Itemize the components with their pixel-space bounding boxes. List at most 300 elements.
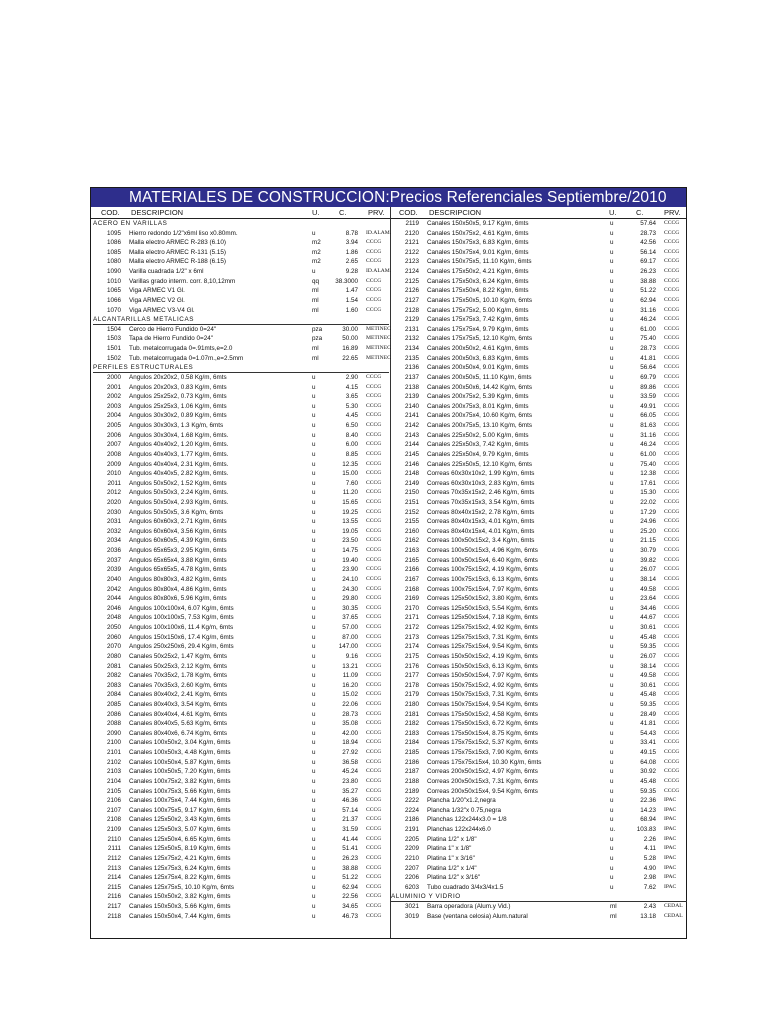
row-unit: u [312, 575, 316, 583]
table-row [389, 402, 686, 412]
table-row [91, 613, 388, 623]
row-provider: IPAC [664, 883, 677, 890]
row-price: 26.07 [640, 652, 656, 660]
row-unit: u [610, 604, 614, 612]
row-description: Platina 1" x 1/8" [427, 845, 472, 853]
row-provider: CCCG [664, 508, 680, 515]
row-price: 13.21 [342, 662, 358, 670]
row-provider: CEDAL [664, 903, 683, 910]
row-price: 38.88 [640, 277, 656, 285]
row-price: 8.40 [345, 431, 358, 439]
table-row [91, 431, 388, 441]
row-description: Correas 175x50x15x2, 4.58 Kg/m, 6mts [427, 710, 538, 718]
row-code: 2117 [107, 903, 121, 911]
row-price: 24.30 [342, 585, 358, 593]
row-price: 19.25 [342, 508, 358, 516]
row-unit: u [312, 883, 316, 891]
table-row [91, 508, 388, 518]
row-unit: u [312, 431, 316, 439]
row-unit: u [610, 681, 614, 689]
row-unit: ml [312, 296, 319, 304]
row-price: 22.65 [342, 354, 358, 362]
table-row [389, 777, 686, 787]
row-code: 2116 [107, 893, 121, 901]
row-provider: CCCG [664, 450, 680, 457]
row-description: Angulos 50x50x3, 2.24 Kg/m, 6mts. [129, 489, 229, 497]
row-code: 2170 [404, 604, 419, 612]
table-row [389, 719, 686, 729]
table-row [389, 815, 686, 825]
table-row [389, 902, 686, 912]
table-row [389, 411, 686, 421]
table-row [389, 373, 686, 383]
row-description: Correas 200x50x15x3, 7.31 Kg/m, 6mts [427, 777, 538, 785]
row-provider: CCCG [366, 787, 382, 794]
table-row [91, 498, 388, 508]
table-row [389, 277, 686, 287]
row-code: 2210 [404, 854, 419, 862]
row-price: 9.16 [345, 652, 358, 660]
column-header-row [91, 207, 686, 219]
row-provider: CCCG [664, 624, 680, 631]
table-row [91, 517, 388, 527]
table-row [389, 681, 686, 691]
row-description: Correas 70x35x15x3, 3.54 Kg/m, 6mts [427, 498, 535, 506]
table-row [91, 604, 388, 614]
row-price: 89.86 [640, 383, 656, 391]
row-price: 7.60 [345, 479, 358, 487]
row-code: 2088 [106, 720, 121, 728]
row-provider: CCCG [366, 691, 382, 698]
row-code: 2180 [404, 701, 419, 708]
row-unit: u [312, 537, 316, 545]
row-unit: u [610, 479, 614, 487]
row-price: 13.18 [640, 912, 656, 920]
row-provider: METINEC [366, 325, 391, 332]
row-description: Correas 150x75x15x4, 9.54 Kg/m, 6mts [427, 701, 538, 708]
row-code: 2169 [404, 595, 419, 603]
row-provider: CCCG [366, 633, 382, 640]
table-row [91, 748, 388, 758]
price-sheet [90, 187, 687, 939]
row-description: Canales 125x75x3, 6.24 Kg/m, 6mts [129, 864, 231, 872]
row-code: 2179 [404, 691, 419, 699]
table-row [389, 488, 686, 498]
row-provider: IPAC [664, 835, 677, 842]
header-desc-left: DESCRIPCION [131, 208, 184, 217]
row-code: 2118 [107, 912, 121, 920]
row-provider: CCCG [366, 864, 382, 871]
row-code: 2020 [106, 498, 121, 506]
row-unit: ml [312, 354, 319, 362]
row-unit: qq [312, 277, 320, 285]
row-description: Correas 100x75x15x3, 6.13 Kg/m, 6mts [427, 575, 538, 583]
row-code: 2150 [404, 489, 419, 497]
row-price: 69.17 [640, 258, 656, 266]
row-code: 2134 [404, 345, 419, 353]
row-description: Platina 1/2" x 3/16" [427, 874, 481, 882]
row-provider: CCCG [664, 556, 680, 563]
row-description: Barra operadora (Alum.y Vid.) [427, 903, 511, 911]
table-row [389, 354, 686, 364]
row-code: 3021 [404, 903, 419, 911]
row-unit: u [610, 701, 614, 708]
row-code: 2111 [107, 845, 121, 853]
row-provider: CCCG [366, 422, 382, 429]
row-provider: CCCG [366, 681, 382, 688]
row-description: Canales 150x50x4, 7.44 Kg/m, 6mts [129, 912, 231, 920]
row-unit: u [312, 422, 316, 430]
row-code: 2114 [107, 874, 121, 882]
row-unit: u [610, 364, 614, 372]
row-price: 147.00 [338, 643, 358, 651]
row-provider: CCCG [664, 537, 680, 544]
table-row [389, 517, 686, 527]
row-code: 2131 [404, 325, 419, 333]
row-code: 2110 [107, 835, 121, 843]
row-provider: CCCG [664, 296, 680, 303]
row-unit: u [312, 614, 316, 622]
row-unit: u [312, 585, 316, 593]
row-provider: CCCG [664, 643, 680, 650]
row-unit: u [610, 460, 614, 468]
row-price: 87.00 [342, 633, 358, 641]
row-unit: u [610, 229, 614, 237]
row-price: 1.86 [345, 248, 358, 256]
row-description: Platina 1" x 3/16" [427, 854, 475, 862]
row-description: Angulos 50x50x2, 1.52 Kg/m, 6mts [129, 479, 227, 487]
row-code: 2042 [106, 585, 121, 593]
row-price: 6.00 [345, 441, 358, 449]
row-provider: CCCG [366, 806, 382, 813]
row-description: Correas 175x75x15x4, 10.30 Kg/m, 6mts [427, 758, 542, 766]
row-provider: CCCG [366, 701, 382, 707]
row-code: 1504 [106, 325, 121, 333]
row-price: 49.58 [640, 585, 656, 593]
row-code: 2207 [404, 864, 419, 872]
row-price: 31.59 [342, 826, 358, 834]
row-description: Correas 125x50x15x3, 5.54 Kg/m, 6mts [427, 604, 538, 612]
table-row [389, 219, 686, 229]
row-description: Plancha 1/32"x 0.75,negra [427, 806, 502, 814]
row-price: 6.50 [345, 422, 358, 430]
title-bar [91, 188, 686, 207]
row-price: 16.89 [342, 345, 358, 353]
row-description: Tub. metalcorrugada 0=1.07m.,e=2.5mm [129, 354, 244, 362]
table-row [91, 690, 388, 700]
table-row [91, 306, 388, 316]
row-price: 8.85 [345, 450, 358, 458]
row-description: Correas 100x50x15x3, 4.96 Kg/m, 6mts [427, 547, 538, 555]
row-unit: u [610, 624, 614, 632]
row-code: 2136 [404, 364, 419, 372]
table-row [389, 575, 686, 585]
row-provider: CCCG [664, 672, 680, 679]
row-provider: CCCG [664, 739, 680, 746]
row-description: Angulos 100x100x4, 6.07 Kg/m, 6mts [129, 604, 234, 612]
row-description: Canales 150x75x5, 11.10 Kg/m, 6mts [427, 258, 532, 266]
row-provider: CCCG [366, 412, 382, 419]
row-price: 30.92 [640, 768, 656, 776]
row-unit: u [312, 402, 316, 410]
row-price: 68.94 [640, 816, 656, 824]
table-row [91, 787, 388, 797]
row-description: Canales 125x75x4, 8.22 Kg/m, 6mts [129, 874, 231, 882]
row-price: 49.58 [640, 672, 656, 680]
row-unit: u [610, 412, 614, 420]
row-unit: u [312, 441, 316, 449]
row-price: 30.35 [342, 604, 358, 612]
row-code: 2132 [404, 335, 419, 343]
row-code: 2101 [106, 749, 121, 757]
row-provider: CCCG [664, 460, 680, 467]
row-provider: IPAC [664, 845, 677, 852]
row-code: 2082 [106, 672, 121, 680]
row-price: 9.28 [345, 268, 358, 276]
row-code: 2090 [106, 729, 121, 737]
row-unit: u [610, 864, 614, 872]
table-row [91, 527, 388, 537]
row-description: Canales 125x50x2, 3.43 Kg/m, 6mts [129, 816, 231, 824]
row-description: Canales 80x40x2, 2.41 Kg/m, 6mts [129, 691, 228, 699]
row-description: Correas 70x35x15x2, 2.46 Kg/m, 6mts [427, 489, 535, 497]
row-provider: CCCG [366, 537, 382, 544]
row-code: 2112 [107, 854, 121, 862]
row-provider: CCCG [664, 527, 680, 534]
row-provider: CEDAL [664, 912, 683, 919]
row-price: 4.11 [644, 845, 656, 853]
row-description: Angulos 40x40x2, 1.20 Kg/m, 6mts. [129, 441, 229, 449]
row-description: Angulos 65x65x4, 3.88 Kg/m, 6mts [129, 556, 227, 564]
row-price: 51.41 [342, 845, 358, 853]
row-code: 2040 [106, 575, 121, 583]
row-price: 28.49 [640, 710, 656, 718]
row-description: Canales 100x75x5, 9.17 Kg/m, 6mts [129, 806, 231, 814]
row-provider: IPAC [664, 816, 677, 823]
row-code: 2001 [106, 383, 121, 391]
row-code: 2032 [106, 527, 121, 535]
row-price: 5.30 [345, 402, 358, 410]
row-unit: u [610, 806, 614, 814]
row-price: 12.35 [342, 460, 358, 468]
row-provider: CCCG [664, 777, 680, 784]
table-row [389, 392, 686, 402]
row-description: Angulos 25x25x2, 0.73 Kg/m, 6mts [129, 393, 227, 401]
table-row [389, 787, 686, 797]
row-code: 2081 [106, 662, 121, 670]
row-code: 2115 [107, 883, 121, 891]
row-provider: CCCG [366, 797, 382, 804]
row-provider: CCCG [366, 402, 382, 409]
row-code: 2185 [404, 749, 419, 757]
table-row [91, 902, 388, 912]
row-provider: CCCG [366, 893, 382, 900]
row-unit: u [610, 643, 614, 651]
row-unit: u [610, 422, 614, 430]
row-provider: CCCG [664, 710, 680, 717]
row-unit: u [312, 393, 316, 401]
row-description: Canales 125x50x5, 8.19 Kg/m, 6mts [129, 845, 231, 853]
row-description: Angulos 50x50x4, 2.93 Kg/m, 6mts. [129, 498, 229, 506]
row-unit: m2 [312, 248, 321, 256]
row-provider: CCCG [366, 883, 382, 890]
table-row [91, 575, 388, 585]
row-code: 2031 [106, 518, 121, 526]
row-code: 2004 [106, 412, 121, 420]
row-provider: IPAC [664, 826, 677, 833]
row-price: 46.24 [640, 441, 656, 449]
row-provider: CCCG [366, 306, 382, 313]
row-price: 46.24 [640, 316, 656, 324]
table-row [389, 835, 686, 845]
table-row [91, 633, 388, 643]
row-unit: u [312, 662, 316, 670]
row-price: 31.16 [640, 306, 656, 314]
row-provider: CCCG [366, 672, 382, 679]
row-description: Angulos 60x60x3, 2.71 Kg/m, 6mts [129, 518, 227, 526]
row-unit: ml [312, 306, 319, 314]
table-row [389, 729, 686, 739]
table-row [91, 334, 391, 344]
row-description: Canales 200x50x3, 6.83 Kg/m, 6mts [427, 354, 529, 362]
row-unit: u [610, 354, 614, 362]
row-description: Malla electro ARMEC R-131 (5.15) [129, 248, 226, 256]
row-code: 2184 [404, 739, 419, 747]
header-unit-left: U. [312, 208, 320, 217]
row-description: Platina 1/2" x 1/8" [427, 835, 477, 843]
row-description: Canales 200x50x4, 9.01 Kg/m, 6mts [427, 364, 529, 372]
row-price: 34.46 [640, 604, 656, 612]
row-provider: CCCG [664, 239, 680, 246]
row-description: Angulos 50x50x5, 3.6 Kg/m, 6mts [129, 508, 224, 516]
table-row [91, 450, 388, 460]
row-code: 2142 [404, 422, 419, 430]
row-price: 19.05 [342, 527, 358, 535]
row-description: Canales 125x75x5, 10.10 Kg/m, 6mts [129, 883, 235, 891]
table-row [389, 229, 686, 239]
row-provider: ID.ALAM. [366, 229, 392, 236]
table-row [389, 334, 686, 344]
table-row [91, 767, 388, 777]
row-code: 3019 [404, 912, 419, 920]
section-heading: PERFILES ESTRUCTURALES [93, 363, 389, 373]
row-code: 1086 [106, 239, 121, 247]
row-unit: u [312, 527, 316, 535]
row-provider: CCCG [664, 258, 680, 265]
row-price: 46.73 [342, 912, 358, 920]
row-unit: u [312, 893, 316, 901]
row-provider: CCCG [366, 912, 382, 919]
row-description: Canales 175x50x2, 4.21 Kg/m, 6mts [427, 268, 529, 276]
row-code: 2152 [404, 508, 419, 516]
row-provider: CCCG [366, 777, 382, 784]
row-provider: CCCG [664, 431, 680, 438]
row-description: Canales 150x50x3, 5.66 Kg/m, 6mts [129, 903, 231, 911]
row-unit: u [312, 903, 316, 911]
table-row [389, 383, 686, 393]
row-provider: CCCG [366, 566, 382, 573]
row-provider: CCCG [664, 364, 680, 371]
row-provider: CCCG [366, 239, 382, 246]
table-row [91, 267, 392, 277]
row-unit: u [610, 585, 614, 593]
row-unit: u [610, 768, 614, 776]
row-description: Correas 60x30x10x3, 2.83 Kg/m, 6mts [427, 479, 535, 487]
row-code: 2162 [404, 537, 419, 545]
row-unit: u [312, 729, 316, 737]
row-price: 15.00 [342, 470, 358, 478]
row-description: Canales 150x50x2, 3.82 Kg/m, 6mts [129, 893, 231, 901]
row-provider: CCCG [366, 816, 382, 823]
row-description: Cerco de Hierro Fundido 0=24" [129, 325, 217, 333]
row-code: 2145 [404, 450, 419, 458]
row-code: 2186 [404, 758, 419, 766]
row-price: 51.22 [342, 874, 358, 882]
row-unit: ml [312, 287, 319, 295]
row-code: 2173 [404, 633, 419, 641]
row-provider: CCCG [366, 624, 382, 631]
table-row [389, 585, 686, 595]
row-unit: u [312, 652, 316, 660]
row-provider: CCCG [664, 287, 680, 294]
row-provider: CCCG [664, 585, 680, 592]
row-code: 1065 [106, 287, 121, 295]
table-row [389, 536, 686, 546]
row-price: 28.73 [640, 345, 656, 353]
row-description: Canales 175x75x5, 12.10 Kg/m, 6mts [427, 335, 533, 343]
row-code: 2174 [404, 643, 419, 651]
row-unit: u [610, 691, 614, 699]
row-unit: u [312, 547, 316, 555]
row-unit: u [610, 470, 614, 478]
table-row [389, 700, 686, 710]
row-unit: u [610, 816, 614, 824]
row-code: 1095 [106, 229, 121, 237]
row-unit: u [610, 335, 614, 343]
table-row [91, 354, 391, 364]
row-provider: CCCG [664, 595, 680, 602]
row-provider: CCCG [664, 518, 680, 525]
row-price: 37.65 [342, 614, 358, 622]
row-price: 15.30 [640, 489, 656, 497]
row-price: 34.65 [342, 903, 358, 911]
row-price: 57.00 [342, 624, 358, 632]
page-title: MATERIALES DE CONSTRUCCION:Precios Referenciales Septiembre/2010 [129, 189, 667, 206]
row-code: 2141 [404, 412, 419, 420]
row-price: 39.82 [640, 556, 656, 564]
row-provider: CCCG [366, 556, 382, 563]
row-description: Planchas 122x244x3.0 = 1/8 [427, 816, 507, 824]
row-code: 2104 [106, 777, 121, 785]
row-provider: CCCG [664, 498, 680, 505]
row-unit: u [312, 489, 316, 497]
row-description: Angulos 30x30x2, 0.89 Kg/m, 6mts [129, 412, 227, 420]
table-row [389, 758, 686, 768]
table-row [91, 806, 388, 816]
row-price: 26.23 [342, 854, 358, 862]
table-row [91, 392, 388, 402]
row-code: 2102 [106, 758, 121, 766]
row-unit: u [610, 595, 614, 603]
row-price: 50.00 [342, 335, 358, 343]
row-price: 28.73 [640, 229, 656, 237]
table-row [389, 257, 686, 267]
row-provider: CCCG [366, 489, 382, 496]
row-provider: CCCG [366, 826, 382, 833]
table-row [91, 729, 388, 739]
row-price: 45.48 [640, 691, 656, 699]
row-description: Plancha 1/20"x1.2,negra [427, 797, 496, 805]
